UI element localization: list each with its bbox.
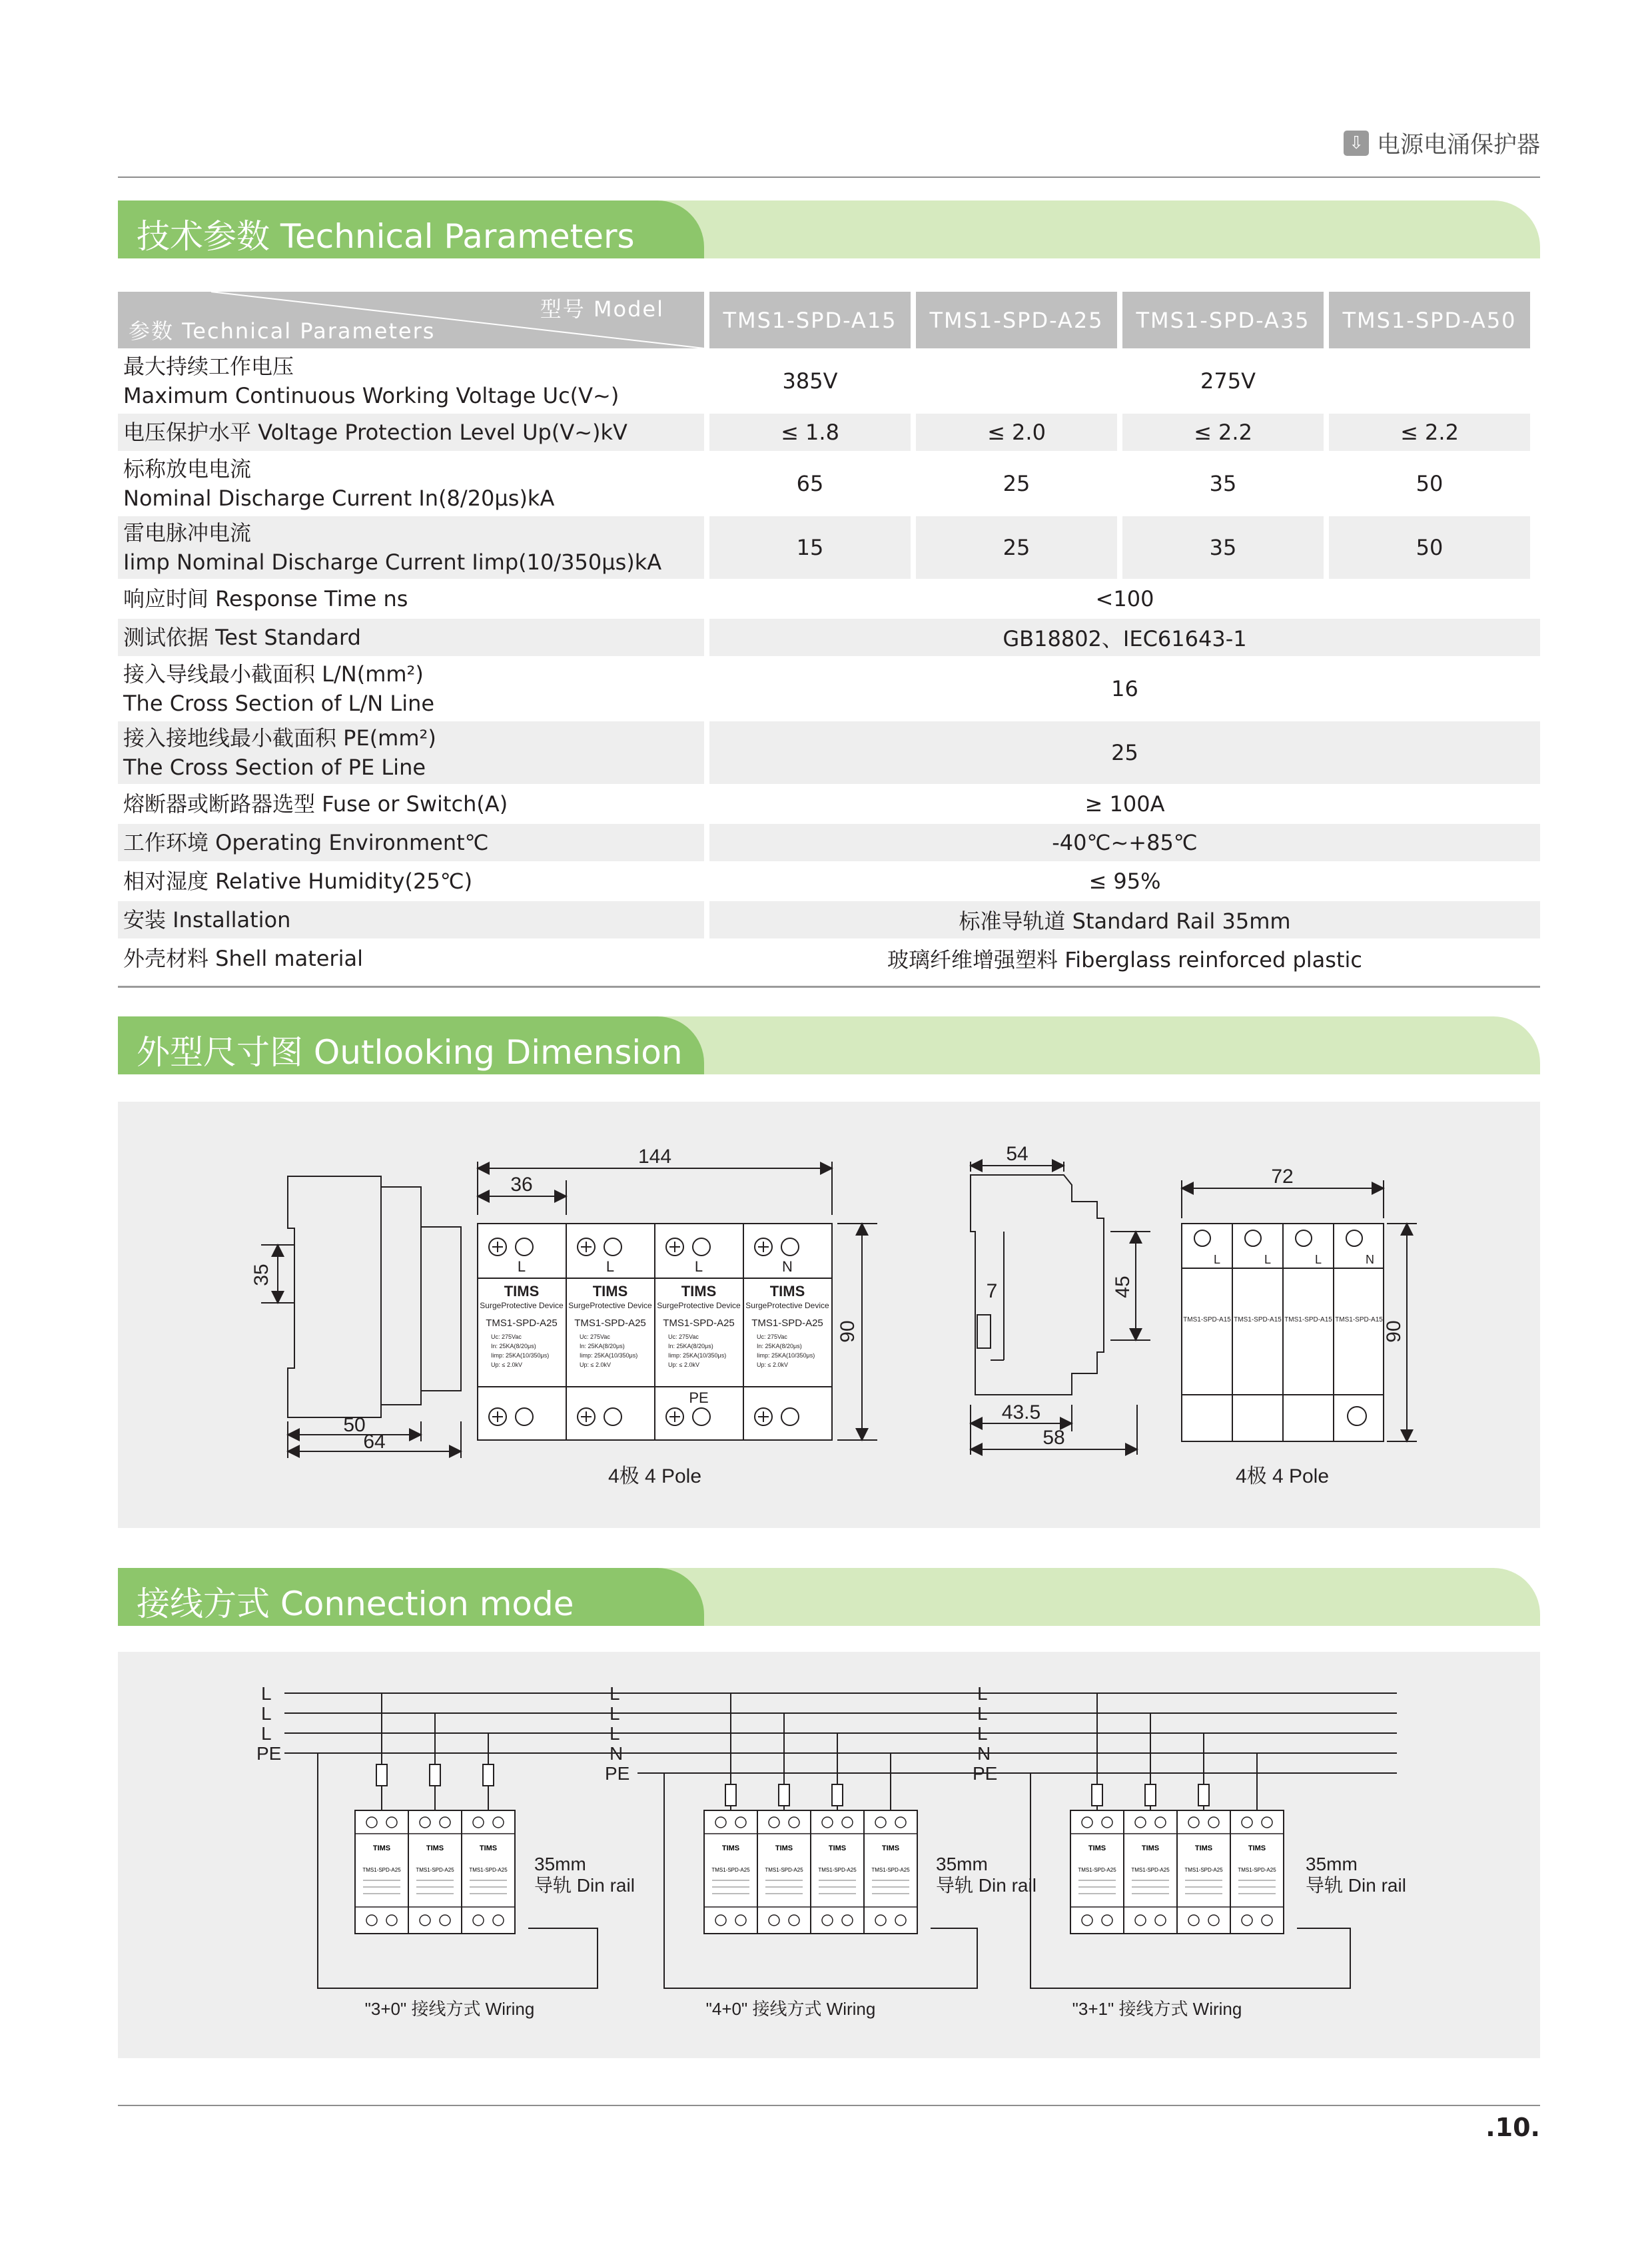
- cell-value: ≥ 100A: [1084, 791, 1165, 817]
- row-label-cn: 接入导线最小截面积 L/N(mm²): [123, 661, 424, 687]
- rail-label: 35mm: [1306, 1854, 1358, 1874]
- corner-top-label: 型号 Model: [540, 296, 664, 322]
- table-row: [118, 451, 1540, 515]
- row-label: 安装 Installation: [118, 901, 704, 938]
- svg-text:Uc: 275Vac: Uc: 275Vac: [757, 1333, 787, 1340]
- wiring-caption: "3+0" 接线方式 Wiring: [364, 1999, 535, 2019]
- cell-value: <100: [1095, 586, 1154, 611]
- cell-value: 25: [1003, 471, 1031, 496]
- table-row: [118, 861, 1540, 900]
- row-label: 外壳材料 Shell material: [123, 946, 363, 971]
- svg-text:Up: ≤ 2.0kV: Up: ≤ 2.0kV: [668, 1361, 699, 1368]
- dim-45: 45: [1112, 1276, 1134, 1298]
- svg-text:Uc: 275Vac: Uc: 275Vac: [580, 1333, 610, 1340]
- dim-90: 90: [837, 1320, 859, 1343]
- row-label: 熔断器或断路器选型 Fuse or Switch(A): [123, 791, 508, 817]
- cell-value: 385V: [782, 368, 838, 394]
- table-row: [118, 412, 1540, 451]
- line-label: N: [977, 1743, 991, 1764]
- small-pole-label: N: [1366, 1253, 1374, 1266]
- dim-64: 64: [363, 1431, 386, 1453]
- dim-54: 54: [1006, 1143, 1029, 1165]
- svg-text:Iimp: 25KA(10/350μs): Iimp: 25KA(10/350μs): [668, 1352, 727, 1359]
- brand-logo: TIMS: [769, 1283, 805, 1300]
- header-title: 电源电涌保护器: [1376, 132, 1540, 159]
- row-label-cn: 最大持续工作电压: [123, 354, 294, 379]
- svg-text:Uc: 275Vac: Uc: 275Vac: [668, 1333, 699, 1340]
- row-label-en: Maximum Continuous Working Voltage Uc(V~): [123, 383, 620, 408]
- connection-diagrams: TIMS TMS1-SPD-A25 L L L PE L L L N PE L L L N PE 35mm 导轨 Din rail 35mm 导轨 Din rail 35mm 导轨 Din rail "3+0" 接线方式 Wiring "4+0" 接线方式 Wiring "3+1" 接线方式 Wiring: [125, 1683, 1406, 2019]
- line-label: L: [610, 1703, 620, 1724]
- dim-144: 144: [637, 1146, 672, 1168]
- cell-value: 35: [1209, 471, 1237, 496]
- small-pole-model: TMS1-SPD-A15: [1183, 1316, 1231, 1323]
- table-row: [118, 579, 1540, 617]
- rail-label: 35mm: [534, 1854, 586, 1874]
- table-row: [118, 656, 1540, 720]
- small-pole-label: L: [1315, 1253, 1322, 1266]
- svg-text:In: 25KA(8/20μs): In: 25KA(8/20μs): [491, 1343, 536, 1349]
- cell-value: -40℃~+85℃: [709, 824, 1540, 861]
- dimension-drawing-panel: [118, 1102, 1540, 1528]
- line-label: N: [610, 1743, 623, 1764]
- model-header: TMS1-SPD-A50: [1329, 292, 1530, 348]
- small-pole-model: TMS1-SPD-A15: [1335, 1316, 1383, 1323]
- corner-bottom-label: 参数 Technical Parameters: [129, 318, 436, 344]
- cell-value: ≤ 1.8: [709, 414, 911, 451]
- row-label-en: Iimp Nominal Discharge Current Iimp(10/350μs)kA: [123, 550, 662, 575]
- model-header: TMS1-SPD-A35: [1122, 292, 1324, 348]
- row-label-en: The Cross Section of L/N Line: [123, 691, 435, 716]
- wiring-caption: "3+1" 接线方式 Wiring: [1072, 1999, 1242, 2019]
- brand-logo: TIMS: [504, 1283, 540, 1300]
- line-label: L: [610, 1683, 620, 1704]
- row-label: 响应时间 Response Time ns: [123, 586, 408, 611]
- cell-value: ≤ 2.2: [1122, 414, 1324, 451]
- page-number: .10.: [1485, 2113, 1540, 2142]
- dim-50: 50: [343, 1414, 366, 1436]
- device-label: SurgeProtective Device: [745, 1301, 829, 1310]
- rail-label: 导轨 Din rail: [534, 1875, 635, 1896]
- line-label: PE: [973, 1763, 998, 1784]
- cell-value: 15: [709, 516, 911, 579]
- wiring-caption: "4+0" 接线方式 Wiring: [705, 1999, 876, 2019]
- table-row: [118, 784, 1540, 823]
- section-title: 技术参数 Technical Parameters: [137, 217, 635, 256]
- dim-43-5: 43.5: [1001, 1401, 1041, 1423]
- svg-text:Uc: 275Vac: Uc: 275Vac: [491, 1333, 522, 1340]
- dim-58: 58: [1042, 1427, 1065, 1449]
- header-divider: [118, 177, 1540, 178]
- dim-72: 72: [1271, 1166, 1294, 1188]
- model-header: TMS1-SPD-A25: [916, 292, 1117, 348]
- cell-value: 35: [1122, 516, 1324, 579]
- dim-7: 7: [986, 1280, 998, 1302]
- small-pole-label: L: [1214, 1253, 1221, 1266]
- svg-text:Up: ≤ 2.0kV: Up: ≤ 2.0kV: [580, 1361, 611, 1368]
- svg-text:In: 25KA(8/20μs): In: 25KA(8/20μs): [757, 1343, 802, 1349]
- svg-text:In: 25KA(8/20μs): In: 25KA(8/20μs): [668, 1343, 713, 1349]
- pole-model: TMS1-SPD-A25: [574, 1317, 646, 1329]
- rail-label: 35mm: [936, 1854, 988, 1874]
- device-label: SurgeProtective Device: [657, 1301, 741, 1310]
- line-label: L: [610, 1723, 620, 1744]
- line-label: L: [977, 1703, 988, 1724]
- line-label: L: [261, 1723, 272, 1744]
- section-title: 外型尺寸图 Outlooking Dimension: [137, 1033, 683, 1072]
- svg-text:In: 25KA(8/20μs): In: 25KA(8/20μs): [580, 1343, 625, 1349]
- svg-text:Iimp: 25KA(10/350μs): Iimp: 25KA(10/350μs): [491, 1352, 550, 1359]
- line-label: L: [261, 1683, 272, 1704]
- dim-36: 36: [510, 1174, 533, 1196]
- cell-value: 标准导轨道 Standard Rail 35mm: [709, 901, 1540, 938]
- pole-model: TMS1-SPD-A25: [663, 1317, 735, 1329]
- cell-value: ≤ 95%: [1088, 869, 1161, 894]
- brand-logo: TIMS: [592, 1283, 628, 1300]
- row-label-en: Nominal Discharge Current In(8/20μs)kA: [123, 486, 555, 511]
- line-label: L: [977, 1683, 988, 1704]
- line-label: PE: [256, 1743, 282, 1764]
- table-row: [118, 900, 1540, 938]
- page-header: [1344, 127, 1540, 160]
- row-label: 电压保护水平 Voltage Protection Level Up(V~)kV: [123, 420, 627, 445]
- row-label-cn: 雷电脉冲电流: [123, 520, 252, 546]
- pole-label: L: [606, 1258, 615, 1275]
- cell-value: 65: [796, 471, 824, 496]
- pole-label: PE: [689, 1389, 709, 1406]
- section-banner-connection: [118, 1568, 1540, 1626]
- model-header: TMS1-SPD-A15: [709, 292, 911, 348]
- table-row: [118, 515, 1540, 579]
- footer-divider: [118, 2105, 1540, 2106]
- table-row: [118, 720, 1540, 784]
- brand-logo: TIMS: [681, 1283, 717, 1300]
- line-label: L: [261, 1703, 272, 1724]
- parameters-table: [118, 290, 1540, 977]
- row-label: 测试依据 Test Standard: [118, 619, 704, 656]
- cell-value: 16: [1111, 676, 1138, 701]
- cell-value: ≤ 2.2: [1329, 414, 1530, 451]
- dimension-drawing: [118, 1102, 1540, 1528]
- connection-diagram-panel: [118, 1652, 1540, 2058]
- line-label: L: [977, 1723, 988, 1744]
- table-row: [118, 617, 1540, 656]
- svg-text:Up: ≤ 2.0kV: Up: ≤ 2.0kV: [491, 1361, 522, 1368]
- device-label: SurgeProtective Device: [480, 1301, 564, 1310]
- small-caption: 4极 4 Pole: [1235, 1465, 1330, 1487]
- pole-model: TMS1-SPD-A25: [751, 1317, 823, 1329]
- dim-35: 35: [250, 1264, 272, 1286]
- section-banner-params: [118, 200, 1540, 258]
- table-bottom-rule: [118, 986, 1540, 988]
- small-pole-model: TMS1-SPD-A15: [1234, 1316, 1282, 1323]
- cell-value: 275V: [1200, 368, 1256, 394]
- pole-model: TMS1-SPD-A25: [486, 1317, 558, 1329]
- device-label: SurgeProtective Device: [568, 1301, 652, 1310]
- line-label: PE: [605, 1763, 630, 1784]
- down-arrow-icon: ⇩: [1344, 131, 1369, 156]
- cell-value: 50: [1329, 516, 1530, 579]
- rail-label: 导轨 Din rail: [1306, 1875, 1406, 1896]
- svg-text:Up: ≤ 2.0kV: Up: ≤ 2.0kV: [757, 1361, 788, 1368]
- row-label-cn: 接入接地线最小截面积 PE(mm²): [123, 725, 436, 751]
- pole-label: L: [517, 1258, 526, 1275]
- cell-value: 25: [916, 516, 1117, 579]
- cell-value: 25: [709, 721, 1540, 784]
- table-corner-cell: [118, 292, 704, 348]
- row-label: 工作环境 Operating Environment℃: [118, 824, 704, 861]
- svg-text:Iimp: 25KA(10/350μs): Iimp: 25KA(10/350μs): [757, 1352, 815, 1359]
- section-title: 接线方式 Connection mode: [137, 1585, 574, 1623]
- cell-value: GB18802、IEC61643-1: [709, 619, 1540, 656]
- cell-value: ≤ 2.0: [916, 414, 1117, 451]
- table-row: [118, 348, 1540, 412]
- table-header-row: [118, 290, 1540, 348]
- row-label: 相对湿度 Relative Humidity(25℃): [123, 869, 473, 894]
- svg-text:Iimp: 25KA(10/350μs): Iimp: 25KA(10/350μs): [580, 1352, 638, 1359]
- front-caption: 4极 4 Pole: [608, 1465, 702, 1487]
- dim-90-small: 90: [1383, 1320, 1405, 1343]
- cell-value: 50: [1416, 471, 1444, 496]
- cell-value: 玻璃纤维增强塑料 Fiberglass reinforced plastic: [887, 947, 1362, 972]
- small-pole-model: TMS1-SPD-A15: [1284, 1316, 1332, 1323]
- small-pole-label: L: [1264, 1253, 1272, 1266]
- table-row: [118, 938, 1540, 977]
- pole-label: N: [782, 1258, 793, 1275]
- rail-label: 导轨 Din rail: [936, 1875, 1036, 1896]
- table-row: [118, 823, 1540, 861]
- row-label-en: The Cross Section of PE Line: [123, 755, 426, 780]
- pole-label: L: [694, 1258, 703, 1275]
- section-banner-dimension: [118, 1016, 1540, 1074]
- row-label-cn: 标称放电电流: [123, 456, 252, 482]
